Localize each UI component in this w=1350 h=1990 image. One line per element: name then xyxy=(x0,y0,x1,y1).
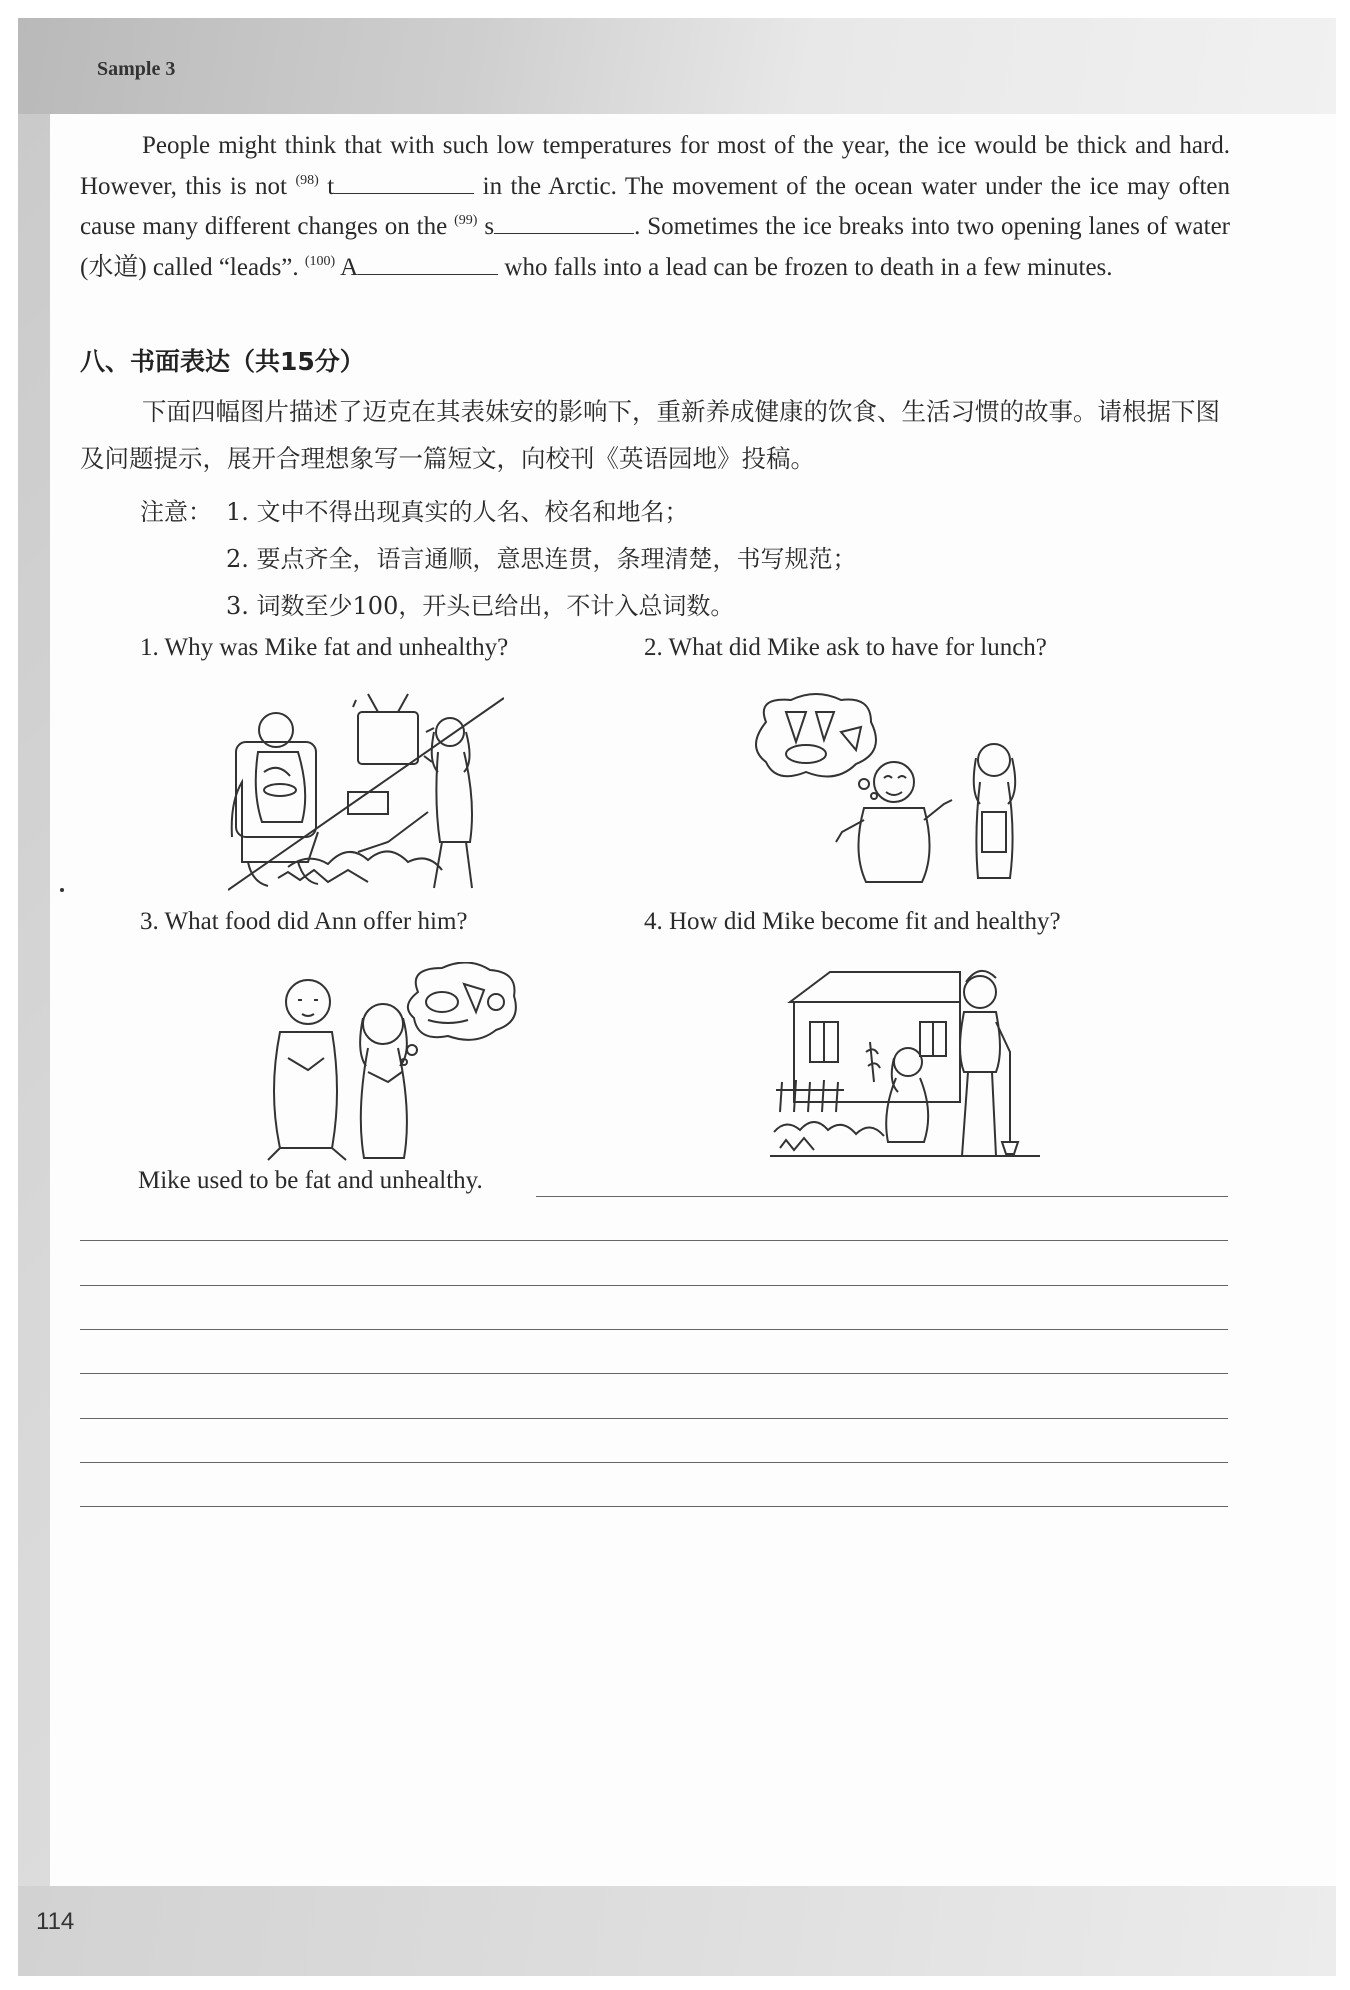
writing-line-1[interactable] xyxy=(536,1196,1228,1197)
writing-line-8[interactable] xyxy=(80,1506,1228,1507)
note-label: 注意： xyxy=(140,498,212,526)
writing-line-7[interactable] xyxy=(80,1462,1228,1463)
picture-2-illustration xyxy=(746,692,1036,892)
section-intro: 下面四幅图片描述了迈克在其表妹安的影响下，重新养成健康的饮食、生活习惯的故事。请根据下图及问题提示，展开合理想象写一篇短文，向校刊《英语园地》投稿。 xyxy=(80,397,1220,473)
question-3: 3. What food did Ann offer him? xyxy=(140,908,468,935)
sample-label: Sample 3 xyxy=(97,58,176,80)
picture-3-illustration xyxy=(228,962,518,1162)
blank-100[interactable] xyxy=(358,252,498,275)
writing-line-5[interactable] xyxy=(80,1373,1228,1374)
writing-line-2[interactable] xyxy=(80,1240,1228,1241)
question-1: 1. Why was Mike fat and unhealthy? xyxy=(140,634,509,661)
blank-letter-100: A xyxy=(335,253,359,281)
note-item-3: 3. 词数至少100，开头已给出，不计入总词数。 xyxy=(226,592,735,620)
question-number-99: (99) xyxy=(454,213,478,228)
passage-text: People might think that with such low temperatures for most of the year, the ice would be thick and hard. However, this is not xyxy=(80,132,1230,200)
header-band xyxy=(18,18,1336,114)
writing-line-6[interactable] xyxy=(80,1418,1228,1419)
blank-99[interactable] xyxy=(494,211,634,234)
page-number: 114 xyxy=(36,1908,75,1935)
blank-98[interactable] xyxy=(334,171,474,194)
passage-text: who falls into a lead can be frozen to death in a few minutes. xyxy=(498,253,1113,281)
question-2: 2. What did Mike ask to have for lunch? xyxy=(644,634,1047,661)
writing-line-3[interactable] xyxy=(80,1285,1228,1286)
passage-text: . Sometimes the ice breaks into two opening lanes of water (水道) called “leads”. xyxy=(80,213,1231,281)
stray-dot xyxy=(60,888,64,892)
writing-start-sentence: Mike used to be fat and unhealthy. xyxy=(138,1167,483,1194)
question-number-100: (100) xyxy=(304,253,336,269)
blank-letter-98: t xyxy=(318,172,335,200)
question-4: 4. How did Mike become fit and healthy? xyxy=(644,908,1061,935)
reading-passage xyxy=(80,126,1230,288)
picture-1-illustration xyxy=(228,692,504,892)
passage-text: in the Arctic. The movement of the ocean water under the ice may often cause many different changes on the xyxy=(80,172,1230,240)
question-number-98: (98) xyxy=(295,172,319,188)
note-item-1: 1. 文中不得出现真实的人名、校名和地名； xyxy=(226,498,689,526)
blank-letter-99: s xyxy=(477,213,495,240)
footer-band xyxy=(18,1886,1336,1976)
picture-4-illustration xyxy=(770,962,1040,1158)
note-item-2: 2. 要点齐全，语言通顺，意思连贯，条理清楚，书写规范； xyxy=(226,545,857,573)
writing-line-4[interactable] xyxy=(80,1329,1228,1330)
section-title: 八、书面表达（共15分） xyxy=(80,347,365,376)
